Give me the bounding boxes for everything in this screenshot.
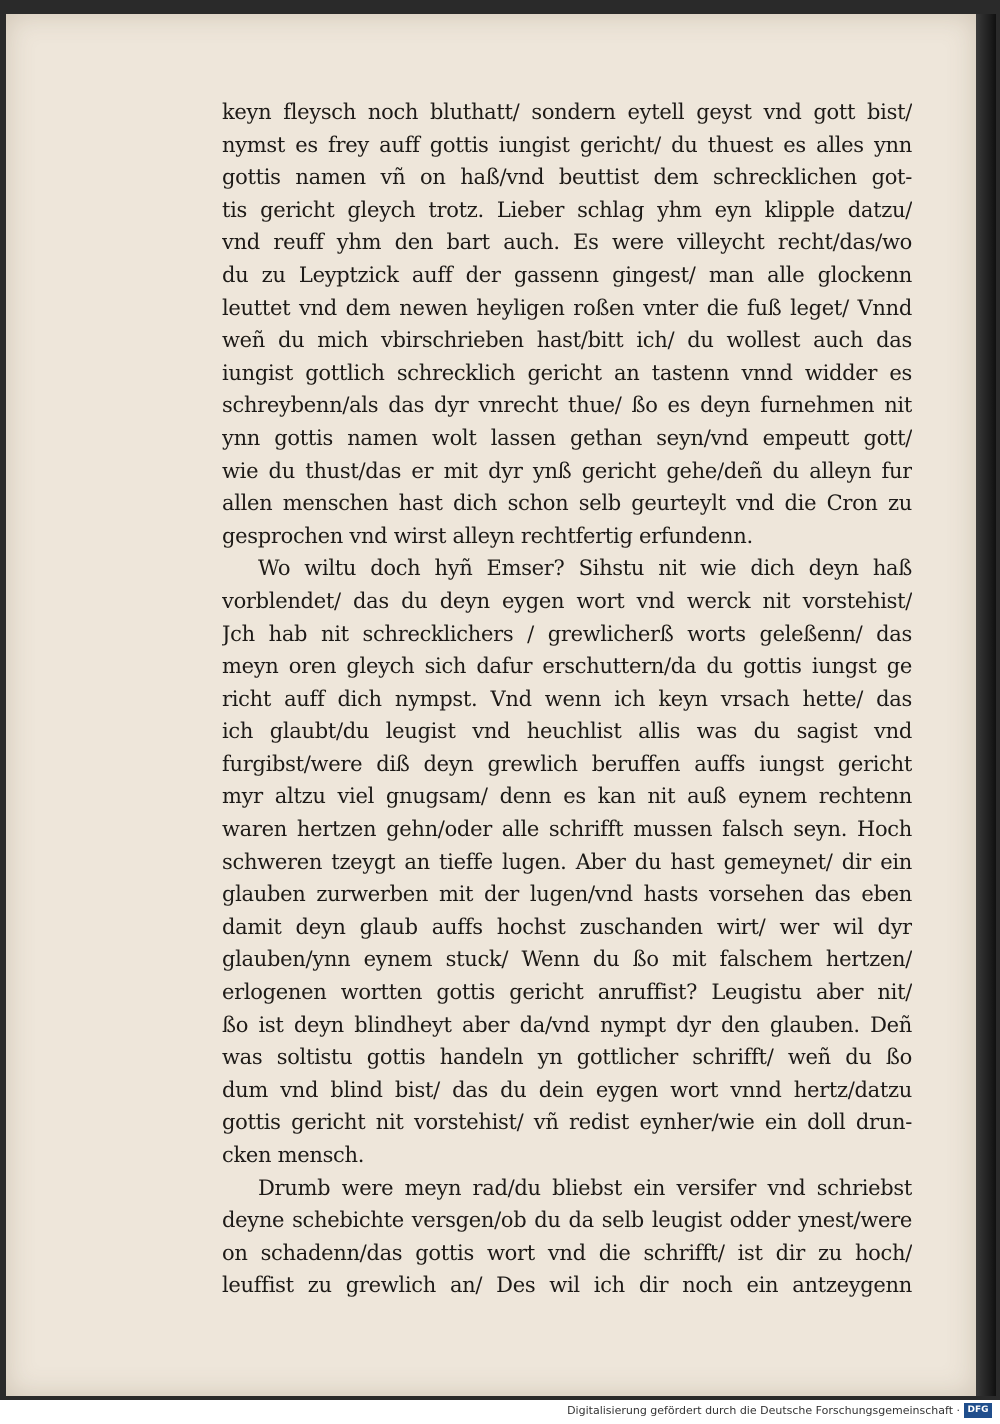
text-line: vorblendet/ das du deyn eygen wort vnd werck nit vorstehist/ bbox=[222, 588, 912, 613]
text-line: meyn oren gleych sich dafur erschuttern/da du gottis iungst ge bbox=[222, 654, 912, 679]
text-line: richt auff dich nympst. Vnd wenn ich keyn vrsach hette/ das bbox=[222, 686, 912, 711]
text-line: ynn gottis namen wolt lassen gethan seyn/vnd empeutt gott/ bbox=[222, 425, 912, 450]
funding-credit: Digitalisierung gefördert durch die Deutsche Forschungsgemeinschaft · bbox=[567, 1404, 960, 1417]
text-line: deyne schebichte versgen/ob du da selb leugist odder ynest/were bbox=[222, 1208, 912, 1233]
text-line: allen menschen hast dich schon selb geurteylt vnd die Cron zu bbox=[222, 491, 912, 516]
text-line: damit deyn glaub auffs hochst zuschanden wirt/ wer wil dyr bbox=[222, 914, 912, 939]
text-line: on schadenn/das gottis wort vnd die schrifft/ ist dir zu hoch/ bbox=[222, 1240, 912, 1265]
text-line: leuttet vnd dem newen heyligen roßen vnter die fuß leget/ Vnnd bbox=[222, 295, 912, 320]
text-line: was soltistu gottis handeln yn gottlicher schrifft/ weñ du ßo bbox=[222, 1045, 912, 1070]
text-line: iungist gottlich schrecklich gericht an tastenn vnnd widder es bbox=[222, 360, 912, 385]
text-line: glauben/ynn eynem stuck/ Wenn du ßo mit falschem hertzen/ bbox=[222, 947, 912, 972]
text-line: glauben zurwerben mit der lugen/vnd hasts vorsehen das eben bbox=[222, 882, 912, 907]
text-line: furgibst/were diß deyn grewlich beruffen auffs iungst gericht bbox=[222, 751, 912, 776]
dfg-logo: DFG bbox=[964, 1403, 992, 1418]
text-line: tis gericht gleych trotz. Lieber schlag yhm eyn klipple datzu/ bbox=[222, 197, 912, 222]
page-edge-shadow bbox=[976, 14, 996, 1396]
text-line: du zu Leyptzick auff der gassenn gingest/ man alle glockenn bbox=[222, 262, 912, 287]
text-line: weñ du mich vbirschrieben hast/bitt ich/ du wollest auch das bbox=[222, 328, 912, 353]
text-line: dum vnd blind bist/ das du dein eygen wort vnnd hertz/datzu bbox=[222, 1077, 912, 1102]
text-line: schreybenn/als das dyr vnrecht thue/ ßo es deyn furnehmen nit bbox=[222, 393, 912, 418]
text-line: waren hertzen gehn/oder alle schrifft mussen falsch seyn. Hoch bbox=[222, 817, 912, 842]
text-line: leuffist zu grewlich an/ Des wil ich dir noch ein antzeygenn bbox=[222, 1273, 912, 1298]
text-line: ßo ist deyn blindheyt aber da/vnd nympt dyr den glauben. Deñ bbox=[222, 1012, 912, 1037]
text-line: keyn fleysch noch bluthatt/ sondern eytell geyst vnd gott bist/ bbox=[222, 100, 912, 124]
text-line: gottis namen vñ on haß/vnd beuttist dem schrecklichen got‑ bbox=[222, 165, 912, 190]
text-line: gesprochen vnd wirst alleyn rechtfertig erfundenn. bbox=[222, 523, 753, 548]
page-text-block bbox=[222, 96, 912, 1302]
text-line: myr altzu viel gnugsam/ denn es kan nit auß eynem rechtenn bbox=[222, 784, 912, 809]
text-line: Wo wiltu doch hyñ Emser? Sihstu nit wie dich deyn haß bbox=[258, 556, 912, 581]
text-line: Drumb were meyn rad/du bliebst ein versifer vnd schriebst bbox=[258, 1175, 912, 1200]
text-line: schweren tzeygt an tieffe lugen. Aber du hast gemeynet/ dir ein bbox=[222, 849, 912, 874]
text-line: wie du thust/das er mit dyr ynß gericht gehe/deñ du alleyn fur bbox=[222, 458, 912, 483]
text-line: erlogenen wortten gottis gericht anruffist? Leugistu aber nit/ bbox=[222, 980, 912, 1005]
text-line: ich glaubt/du leugist vnd heuchlist allis was du sagist vnd bbox=[222, 719, 912, 744]
text-line: Jch hab nit schrecklichers / grewlicherß worts geleßenn/ das bbox=[222, 621, 912, 646]
text-line: gottis gericht nit vorstehist/ vñ redist eynher/wie ein doll drun‑ bbox=[222, 1110, 912, 1135]
text-line: cken mensch. bbox=[222, 1143, 365, 1167]
text-line: nymst es frey auff gottis iungist gericht/ du thuest es alles ynn bbox=[222, 132, 912, 157]
text-line: vnd reuff yhm den bart auch. Es were villeycht recht/das/wo bbox=[222, 230, 912, 255]
